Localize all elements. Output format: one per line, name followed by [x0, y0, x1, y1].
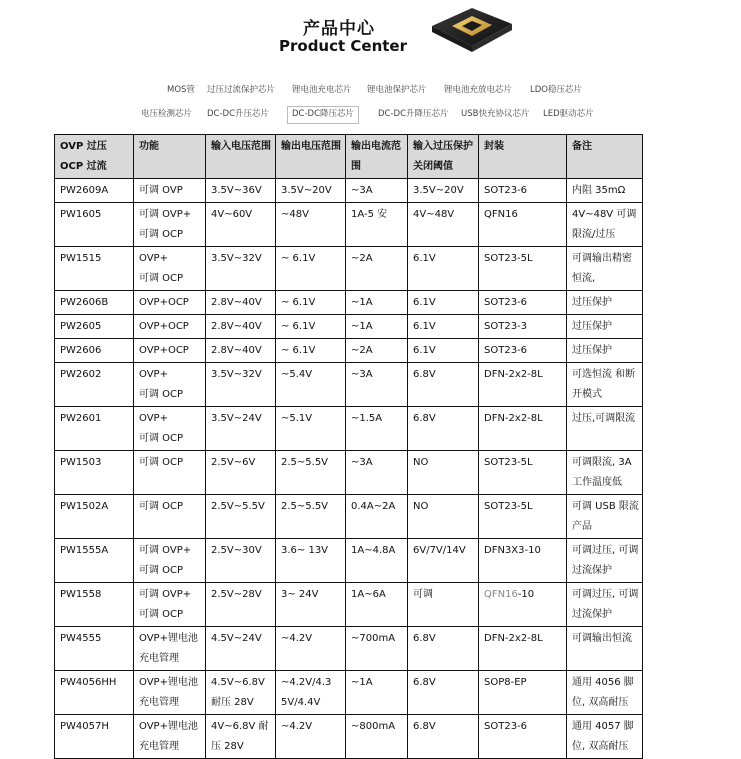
- table-cell: PW1555A: [55, 539, 134, 583]
- table-cell: OVP+锂电池充电管理: [134, 627, 206, 671]
- product-table: [54, 134, 643, 759]
- table-cell: ~1A: [346, 291, 408, 315]
- table-cell: 过压保护: [567, 291, 643, 315]
- table-cell: 4V~6.8V 耐压 28V: [206, 715, 276, 759]
- table-cell: ~4.2V: [276, 715, 346, 759]
- table-cell: 通用 4057 脚位, 双高耐压: [567, 715, 643, 759]
- category-nav-row-1: [0, 82, 741, 100]
- table-cell: 6.8V: [408, 363, 479, 407]
- table-row: [55, 451, 643, 495]
- table-cell: ~4.2V: [276, 627, 346, 671]
- table-cell: 可调 OCP: [134, 451, 206, 495]
- column-header-4: 输出电压范围: [276, 135, 346, 179]
- table-cell: PW4555: [55, 627, 134, 671]
- table-cell: ~5.1V: [276, 407, 346, 451]
- table-cell: SOT23-6: [479, 339, 567, 363]
- table-cell: 1A~4.8A: [346, 539, 408, 583]
- table-cell: OVP+ 可调 OCP: [134, 247, 206, 291]
- table-row: [55, 179, 643, 203]
- table-cell: DFN-2x2-8L: [479, 363, 567, 407]
- table-cell: QFN16: [479, 203, 567, 247]
- table-cell: ~1.5A: [346, 407, 408, 451]
- table-cell: PW2606B: [55, 291, 134, 315]
- table-cell: 6.8V: [408, 627, 479, 671]
- table-cell: ~3A: [346, 451, 408, 495]
- column-header-7: 封装: [479, 135, 567, 179]
- table-cell: PW1502A: [55, 495, 134, 539]
- nav-item-r2-5[interactable]: USB快充协议芯片: [461, 109, 530, 119]
- table-cell: DFN3X3-10: [479, 539, 567, 583]
- table-cell: ~1A: [346, 315, 408, 339]
- table-cell: 可调 OVP+ 可调 OCP: [134, 203, 206, 247]
- table-cell: ~ 6.1V: [276, 291, 346, 315]
- table-cell: OVP+ 可调 OCP: [134, 407, 206, 451]
- table-cell: NO: [408, 451, 479, 495]
- table-cell: PW2609A: [55, 179, 134, 203]
- table-cell: OVP+ 可调 OCP: [134, 363, 206, 407]
- table-cell: 2.5V~5.5V: [206, 495, 276, 539]
- table-cell: DFN-2x2-8L: [479, 407, 567, 451]
- table-cell: ~ 6.1V: [276, 315, 346, 339]
- table-row: [55, 407, 643, 451]
- table-cell: 可调 OVP: [134, 179, 206, 203]
- table-cell: 可调限流, 3A 工作温度低: [567, 451, 643, 495]
- table-row: [55, 539, 643, 583]
- table-cell: 2.5V~6V: [206, 451, 276, 495]
- table-cell: 2.5V~30V: [206, 539, 276, 583]
- table-cell: PW2605: [55, 315, 134, 339]
- table-cell: 可调 OCP: [134, 495, 206, 539]
- table-cell: 3.5V~32V: [206, 363, 276, 407]
- table-cell: 3.5V~36V: [206, 179, 276, 203]
- table-cell: ~1A: [346, 671, 408, 715]
- table-cell: OVP+OCP: [134, 315, 206, 339]
- column-header-5: 输出电流范围: [346, 135, 408, 179]
- table-cell: PW1515: [55, 247, 134, 291]
- nav-item-r1-3[interactable]: 锂电池充电芯片: [292, 85, 352, 95]
- page-header: [0, 0, 741, 78]
- column-header-3: 输入电压范围: [206, 135, 276, 179]
- table-cell: 1A-5 安: [346, 203, 408, 247]
- table-cell: 过压,可调限流: [567, 407, 643, 451]
- table-cell: SOT23-5L: [479, 451, 567, 495]
- table-cell: ~4.2V/4.3 5V/4.4V: [276, 671, 346, 715]
- table-cell: 通用 4056 脚位, 双高耐压: [567, 671, 643, 715]
- table-cell: SOP8-EP: [479, 671, 567, 715]
- table-row: [55, 627, 643, 671]
- table-cell: 可调输出精密恒流,: [567, 247, 643, 291]
- table-cell: 1A~6A: [346, 583, 408, 627]
- nav-item-r2-6[interactable]: LED驱动芯片: [543, 109, 594, 119]
- table-cell: SOT23-6: [479, 179, 567, 203]
- table-cell: 4.5V~6.8V 耐压 28V: [206, 671, 276, 715]
- table-cell: SOT23-5L: [479, 247, 567, 291]
- table-cell: 过压保护: [567, 339, 643, 363]
- table-cell: PW2602: [55, 363, 134, 407]
- table-cell: 3~ 24V: [276, 583, 346, 627]
- table-cell: 6.8V: [408, 407, 479, 451]
- table-cell: ~ 6.1V: [276, 339, 346, 363]
- nav-item-r1-2[interactable]: 过压过流保护芯片: [207, 85, 276, 95]
- table-cell: PW1558: [55, 583, 134, 627]
- table-row: [55, 495, 643, 539]
- table-cell: PW2606: [55, 339, 134, 363]
- table-row: [55, 203, 643, 247]
- table-cell: QFN16-10: [479, 583, 567, 627]
- table-cell: ~5.4V: [276, 363, 346, 407]
- table-cell: 6.8V: [408, 715, 479, 759]
- table-cell: ~800mA: [346, 715, 408, 759]
- table-cell: DFN-2x2-8L: [479, 627, 567, 671]
- table-cell: PW2601: [55, 407, 134, 451]
- table-cell: 可调过压, 可调过流保护: [567, 539, 643, 583]
- table-cell: 2.8V~40V: [206, 315, 276, 339]
- table-cell: ~700mA: [346, 627, 408, 671]
- table-cell: 4.5V~24V: [206, 627, 276, 671]
- table-cell: 内阻 35mΩ: [567, 179, 643, 203]
- table-cell: PW4056HH: [55, 671, 134, 715]
- table-cell: 4V~48V 可调限流/过压: [567, 203, 643, 247]
- column-header-1: OVP 过压 OCP 过流: [55, 135, 134, 179]
- table-cell: 4V~48V: [408, 203, 479, 247]
- nav-item-r1-4[interactable]: 锂电池保护芯片: [367, 85, 427, 95]
- table-cell: 3.5V~32V: [206, 247, 276, 291]
- table-cell: OVP+OCP: [134, 339, 206, 363]
- table-header-row: [55, 135, 643, 179]
- table-cell: 3.5V~24V: [206, 407, 276, 451]
- table-cell: 可选恒流 和断开模式: [567, 363, 643, 407]
- table-cell: ~3A: [346, 363, 408, 407]
- table-cell: PW4057H: [55, 715, 134, 759]
- page-title-en: Product Center: [279, 37, 407, 55]
- table-cell: 2.5V~28V: [206, 583, 276, 627]
- table-cell: 6.8V: [408, 671, 479, 715]
- table-row: [55, 315, 643, 339]
- table-cell: 可调: [408, 583, 479, 627]
- table-cell: SOT23-6: [479, 715, 567, 759]
- nav-item-r1-1[interactable]: MOS管: [167, 85, 195, 95]
- nav-item-r2-4[interactable]: DC-DC升降压芯片: [378, 109, 449, 119]
- table-cell: 3.6~ 13V: [276, 539, 346, 583]
- table-cell: 3.5V~20V: [408, 179, 479, 203]
- table-cell: 可调过压, 可调过流保护: [567, 583, 643, 627]
- table-cell: 过压保护: [567, 315, 643, 339]
- table-cell: OVP+锂电池充电管理: [134, 715, 206, 759]
- table-cell: 可调 OVP+ 可调 OCP: [134, 583, 206, 627]
- column-header-6: 输入过压保护关闭阈值: [408, 135, 479, 179]
- table-cell: OVP+OCP: [134, 291, 206, 315]
- table-row: [55, 715, 643, 759]
- table-cell: 4V~60V: [206, 203, 276, 247]
- table-cell: 6.1V: [408, 339, 479, 363]
- table-cell: 6.1V: [408, 247, 479, 291]
- column-header-2: 功能: [134, 135, 206, 179]
- table-row: [55, 247, 643, 291]
- table-cell: NO: [408, 495, 479, 539]
- table-cell: 0.4A~2A: [346, 495, 408, 539]
- table-cell: 2.8V~40V: [206, 291, 276, 315]
- column-header-8: 备注: [567, 135, 643, 179]
- table-cell: SOT23-6: [479, 291, 567, 315]
- table-row: [55, 671, 643, 715]
- table-cell: SOT23-3: [479, 315, 567, 339]
- table-cell: 3.5V~20V: [276, 179, 346, 203]
- table-cell: ~ 6.1V: [276, 247, 346, 291]
- table-row: [55, 583, 643, 627]
- table-cell: 2.8V~40V: [206, 339, 276, 363]
- table-cell: ~3A: [346, 179, 408, 203]
- category-nav-row-2: [0, 106, 741, 124]
- page-title-cn: 产品中心: [303, 19, 375, 39]
- table-cell: 可调输出恒流: [567, 627, 643, 671]
- table-cell: ~2A: [346, 247, 408, 291]
- table-cell: 6.1V: [408, 315, 479, 339]
- table-cell: 2.5~5.5V: [276, 451, 346, 495]
- cpu-chip-icon: [422, 2, 518, 54]
- table-row: [55, 339, 643, 363]
- table-cell: ~2A: [346, 339, 408, 363]
- table-cell: ~48V: [276, 203, 346, 247]
- nav-item-r1-5[interactable]: 锂电池充放电芯片: [444, 85, 513, 95]
- nav-item-r2-2[interactable]: DC-DC升压芯片: [207, 109, 270, 119]
- table-cell: 2.5~5.5V: [276, 495, 346, 539]
- table-cell: PW1605: [55, 203, 134, 247]
- nav-item-r2-3[interactable]: DC-DC降压芯片: [287, 106, 359, 124]
- table-cell: SOT23-5L: [479, 495, 567, 539]
- table-cell: PW1503: [55, 451, 134, 495]
- table-row: [55, 363, 643, 407]
- table-cell: 6.1V: [408, 291, 479, 315]
- table-cell: OVP+锂电池充电管理: [134, 671, 206, 715]
- nav-item-r2-1[interactable]: 电压检测芯片: [141, 109, 193, 119]
- table-row: [55, 291, 643, 315]
- nav-item-r1-6[interactable]: LDO稳压芯片: [530, 85, 582, 95]
- table-cell: 6V/7V/14V: [408, 539, 479, 583]
- table-cell: 可调 USB 限流产品: [567, 495, 643, 539]
- table-cell: 可调 OVP+ 可调 OCP: [134, 539, 206, 583]
